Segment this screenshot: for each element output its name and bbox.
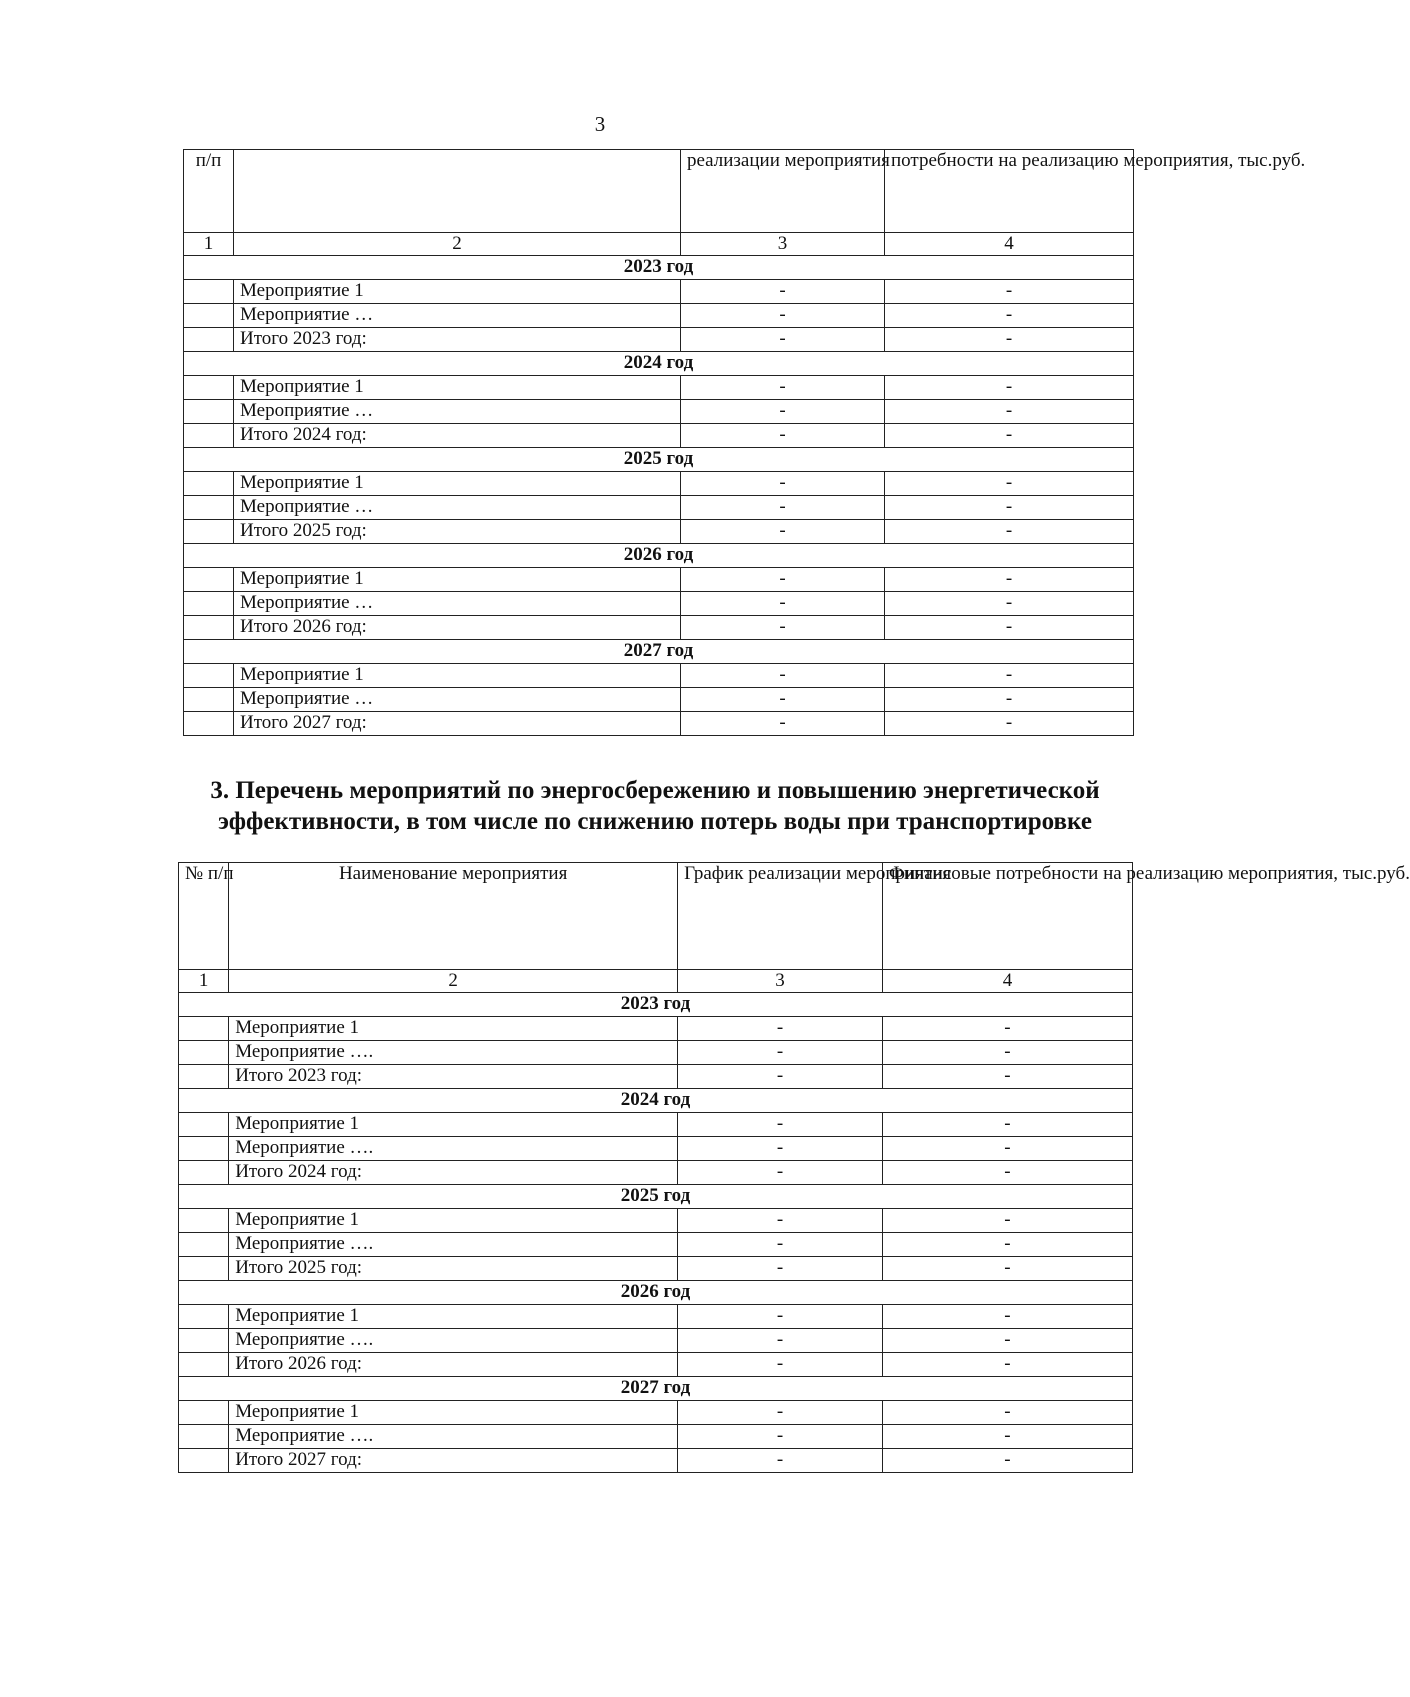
total-label: Итого 2025 год: — [234, 519, 681, 543]
total-label: Итого 2023 год: — [229, 1064, 678, 1088]
row-number-cell — [184, 327, 234, 351]
finance-value: - — [885, 663, 1134, 687]
section-3-title: 3. Перечень мероприятий по энергосбережению и повышению энергетической эффективности, в том числе по снижению потерь воды при транспортировке — [210, 777, 1100, 836]
column-number: 1 — [184, 233, 234, 256]
finance-value: - — [885, 375, 1134, 399]
activity-name: Мероприятие 1 — [234, 567, 681, 591]
finance-value: - — [885, 303, 1134, 327]
finance-value: - — [882, 1448, 1132, 1472]
table-row — [179, 1208, 1133, 1232]
table-row — [179, 1304, 1133, 1328]
year-section-row — [179, 992, 1133, 1016]
schedule-value: - — [678, 1112, 883, 1136]
schedule-value: - — [678, 1064, 883, 1088]
row-number-cell — [179, 1016, 229, 1040]
finance-value: - — [882, 1256, 1132, 1280]
total-label: Итого 2023 год: — [234, 327, 681, 351]
activity-name: Мероприятие 1 — [229, 1016, 678, 1040]
row-number-cell — [184, 375, 234, 399]
header-number: № п/п — [179, 863, 229, 970]
activity-name: Мероприятие 1 — [229, 1208, 678, 1232]
table-row — [179, 1040, 1133, 1064]
year-section-row — [179, 1376, 1133, 1400]
total-label: Итого 2027 год: — [234, 711, 681, 735]
year-heading: 2023 год — [184, 255, 1134, 279]
row-number-cell — [184, 423, 234, 447]
year-heading: 2025 год — [179, 1184, 1133, 1208]
schedule-value: - — [678, 1040, 883, 1064]
finance-value: - — [882, 1232, 1132, 1256]
column-numbers-row — [179, 970, 1133, 993]
year-section-row — [179, 1088, 1133, 1112]
row-number-cell — [184, 279, 234, 303]
table-row — [179, 1160, 1133, 1184]
column-number: 4 — [885, 233, 1134, 256]
table-row — [184, 279, 1134, 303]
activity-name: Мероприятие 1 — [234, 663, 681, 687]
table-row — [184, 423, 1134, 447]
table-header-row — [184, 150, 1134, 233]
row-number-cell — [184, 663, 234, 687]
row-number-cell — [179, 1112, 229, 1136]
row-number-cell — [179, 1136, 229, 1160]
row-number-cell — [179, 1352, 229, 1376]
header-number: п/п — [184, 150, 234, 233]
table-row — [184, 615, 1134, 639]
finance-value: - — [882, 1352, 1132, 1376]
year-section-row — [179, 1184, 1133, 1208]
table-row — [184, 663, 1134, 687]
activities-table-continued — [183, 149, 1306, 736]
total-label: Итого 2024 год: — [229, 1160, 678, 1184]
activity-name: Мероприятие 1 — [229, 1304, 678, 1328]
table-row — [179, 1232, 1133, 1256]
year-section-row — [184, 351, 1134, 375]
table-row — [179, 1400, 1133, 1424]
year-heading: 2025 год — [184, 447, 1134, 471]
schedule-value: - — [681, 615, 885, 639]
schedule-value: - — [681, 375, 885, 399]
total-label: Итого 2024 год: — [234, 423, 681, 447]
finance-value: - — [882, 1400, 1132, 1424]
column-number: 4 — [882, 970, 1132, 993]
finance-value: - — [882, 1208, 1132, 1232]
year-heading: 2026 год — [184, 543, 1134, 567]
year-section-row — [179, 1280, 1133, 1304]
schedule-value: - — [681, 279, 885, 303]
column-number: 1 — [179, 970, 229, 993]
finance-value: - — [882, 1112, 1132, 1136]
schedule-value: - — [681, 519, 885, 543]
finance-value: - — [882, 1136, 1132, 1160]
table-row — [179, 1136, 1133, 1160]
schedule-value: - — [681, 711, 885, 735]
finance-value: - — [885, 567, 1134, 591]
schedule-value: - — [681, 327, 885, 351]
total-label: Итого 2026 год: — [234, 615, 681, 639]
header-schedule: График реализации мероприятия — [678, 863, 883, 970]
row-number-cell — [184, 711, 234, 735]
year-heading: 2024 год — [184, 351, 1134, 375]
schedule-value: - — [678, 1232, 883, 1256]
column-numbers-row — [184, 233, 1134, 256]
activity-name: Мероприятие 1 — [234, 471, 681, 495]
table-row — [179, 1256, 1133, 1280]
finance-value: - — [882, 1160, 1132, 1184]
row-number-cell — [179, 1160, 229, 1184]
year-heading: 2026 год — [179, 1280, 1133, 1304]
schedule-value: - — [681, 423, 885, 447]
header-activity-name: Наименование мероприятия — [229, 863, 678, 970]
finance-value: - — [882, 1304, 1132, 1328]
table-row — [184, 399, 1134, 423]
activity-name: Мероприятие …. — [229, 1424, 678, 1448]
schedule-value: - — [678, 1424, 883, 1448]
schedule-value: - — [678, 1400, 883, 1424]
table-row — [179, 1112, 1133, 1136]
activity-name: Мероприятие 1 — [234, 279, 681, 303]
table-header-row — [179, 863, 1133, 970]
table-row — [179, 1424, 1133, 1448]
energy-saving-activities-table — [178, 862, 1410, 1473]
activity-name: Мероприятие 1 — [229, 1112, 678, 1136]
header-activity-name — [234, 150, 681, 233]
row-number-cell — [179, 1448, 229, 1472]
page-number: 3 — [594, 112, 606, 136]
activity-name: Мероприятие 1 — [234, 375, 681, 399]
row-number-cell — [179, 1256, 229, 1280]
finance-value: - — [885, 495, 1134, 519]
activity-name: Мероприятие …. — [229, 1328, 678, 1352]
table-row — [179, 1352, 1133, 1376]
column-number: 2 — [229, 970, 678, 993]
activity-name: Мероприятие … — [234, 399, 681, 423]
finance-value: - — [885, 711, 1134, 735]
table-row — [184, 519, 1134, 543]
row-number-cell — [179, 1064, 229, 1088]
table-row — [179, 1016, 1133, 1040]
table-row — [179, 1448, 1133, 1472]
finance-value: - — [885, 423, 1134, 447]
row-number-cell — [179, 1400, 229, 1424]
schedule-value: - — [681, 471, 885, 495]
year-heading: 2027 год — [179, 1376, 1133, 1400]
activity-name: Мероприятие … — [234, 303, 681, 327]
schedule-value: - — [681, 591, 885, 615]
table-row — [184, 567, 1134, 591]
header-finance: потребности на реализацию мероприятия, тыс.руб. — [885, 150, 1134, 233]
schedule-value: - — [678, 1448, 883, 1472]
table-row — [184, 375, 1134, 399]
schedule-value: - — [681, 303, 885, 327]
activity-name: Мероприятие …. — [229, 1232, 678, 1256]
column-number: 3 — [678, 970, 883, 993]
year-section-row — [184, 447, 1134, 471]
year-heading: 2023 год — [179, 992, 1133, 1016]
activity-name: Мероприятие … — [234, 495, 681, 519]
table-row — [179, 1064, 1133, 1088]
finance-value: - — [885, 279, 1134, 303]
schedule-value: - — [678, 1304, 883, 1328]
row-number-cell — [179, 1232, 229, 1256]
row-number-cell — [179, 1040, 229, 1064]
schedule-value: - — [678, 1328, 883, 1352]
schedule-value: - — [678, 1160, 883, 1184]
finance-value: - — [885, 327, 1134, 351]
schedule-value: - — [681, 495, 885, 519]
row-number-cell — [179, 1304, 229, 1328]
year-heading: 2027 год — [184, 639, 1134, 663]
schedule-value: - — [681, 663, 885, 687]
schedule-value: - — [681, 399, 885, 423]
header-finance: Финансовые потребности на реализацию мероприятия, тыс.руб. — [882, 863, 1132, 970]
schedule-value: - — [681, 567, 885, 591]
schedule-value: - — [678, 1352, 883, 1376]
column-number: 2 — [234, 233, 681, 256]
table-row — [184, 711, 1134, 735]
schedule-value: - — [678, 1256, 883, 1280]
table-row — [179, 1328, 1133, 1352]
year-heading: 2024 год — [179, 1088, 1133, 1112]
finance-value: - — [882, 1424, 1132, 1448]
row-number-cell — [179, 1208, 229, 1232]
row-number-cell — [184, 471, 234, 495]
column-number: 3 — [681, 233, 885, 256]
row-number-cell — [184, 591, 234, 615]
finance-value: - — [885, 399, 1134, 423]
finance-value: - — [885, 471, 1134, 495]
row-number-cell — [184, 615, 234, 639]
table-row — [184, 327, 1134, 351]
row-number-cell — [179, 1328, 229, 1352]
header-schedule: реализации мероприятия — [681, 150, 885, 233]
row-number-cell — [184, 519, 234, 543]
activity-name: Мероприятие …. — [229, 1136, 678, 1160]
year-section-row — [184, 543, 1134, 567]
table-row — [184, 687, 1134, 711]
finance-value: - — [882, 1064, 1132, 1088]
activity-name: Мероприятие … — [234, 687, 681, 711]
finance-value: - — [882, 1016, 1132, 1040]
finance-value: - — [882, 1040, 1132, 1064]
schedule-value: - — [678, 1016, 883, 1040]
schedule-value: - — [681, 687, 885, 711]
row-number-cell — [184, 399, 234, 423]
row-number-cell — [184, 567, 234, 591]
row-number-cell — [179, 1424, 229, 1448]
finance-value: - — [882, 1328, 1132, 1352]
finance-value: - — [885, 519, 1134, 543]
activity-name: Мероприятие … — [234, 591, 681, 615]
table-row — [184, 471, 1134, 495]
schedule-value: - — [678, 1208, 883, 1232]
table-row — [184, 303, 1134, 327]
year-section-row — [184, 639, 1134, 663]
row-number-cell — [184, 687, 234, 711]
year-section-row — [184, 255, 1134, 279]
activity-name: Мероприятие 1 — [229, 1400, 678, 1424]
row-number-cell — [184, 495, 234, 519]
finance-value: - — [885, 591, 1134, 615]
total-label: Итого 2026 год: — [229, 1352, 678, 1376]
finance-value: - — [885, 615, 1134, 639]
schedule-value: - — [678, 1136, 883, 1160]
row-number-cell — [184, 303, 234, 327]
table-row — [184, 495, 1134, 519]
total-label: Итого 2027 год: — [229, 1448, 678, 1472]
activity-name: Мероприятие …. — [229, 1040, 678, 1064]
finance-value: - — [885, 687, 1134, 711]
table-row — [184, 591, 1134, 615]
total-label: Итого 2025 год: — [229, 1256, 678, 1280]
